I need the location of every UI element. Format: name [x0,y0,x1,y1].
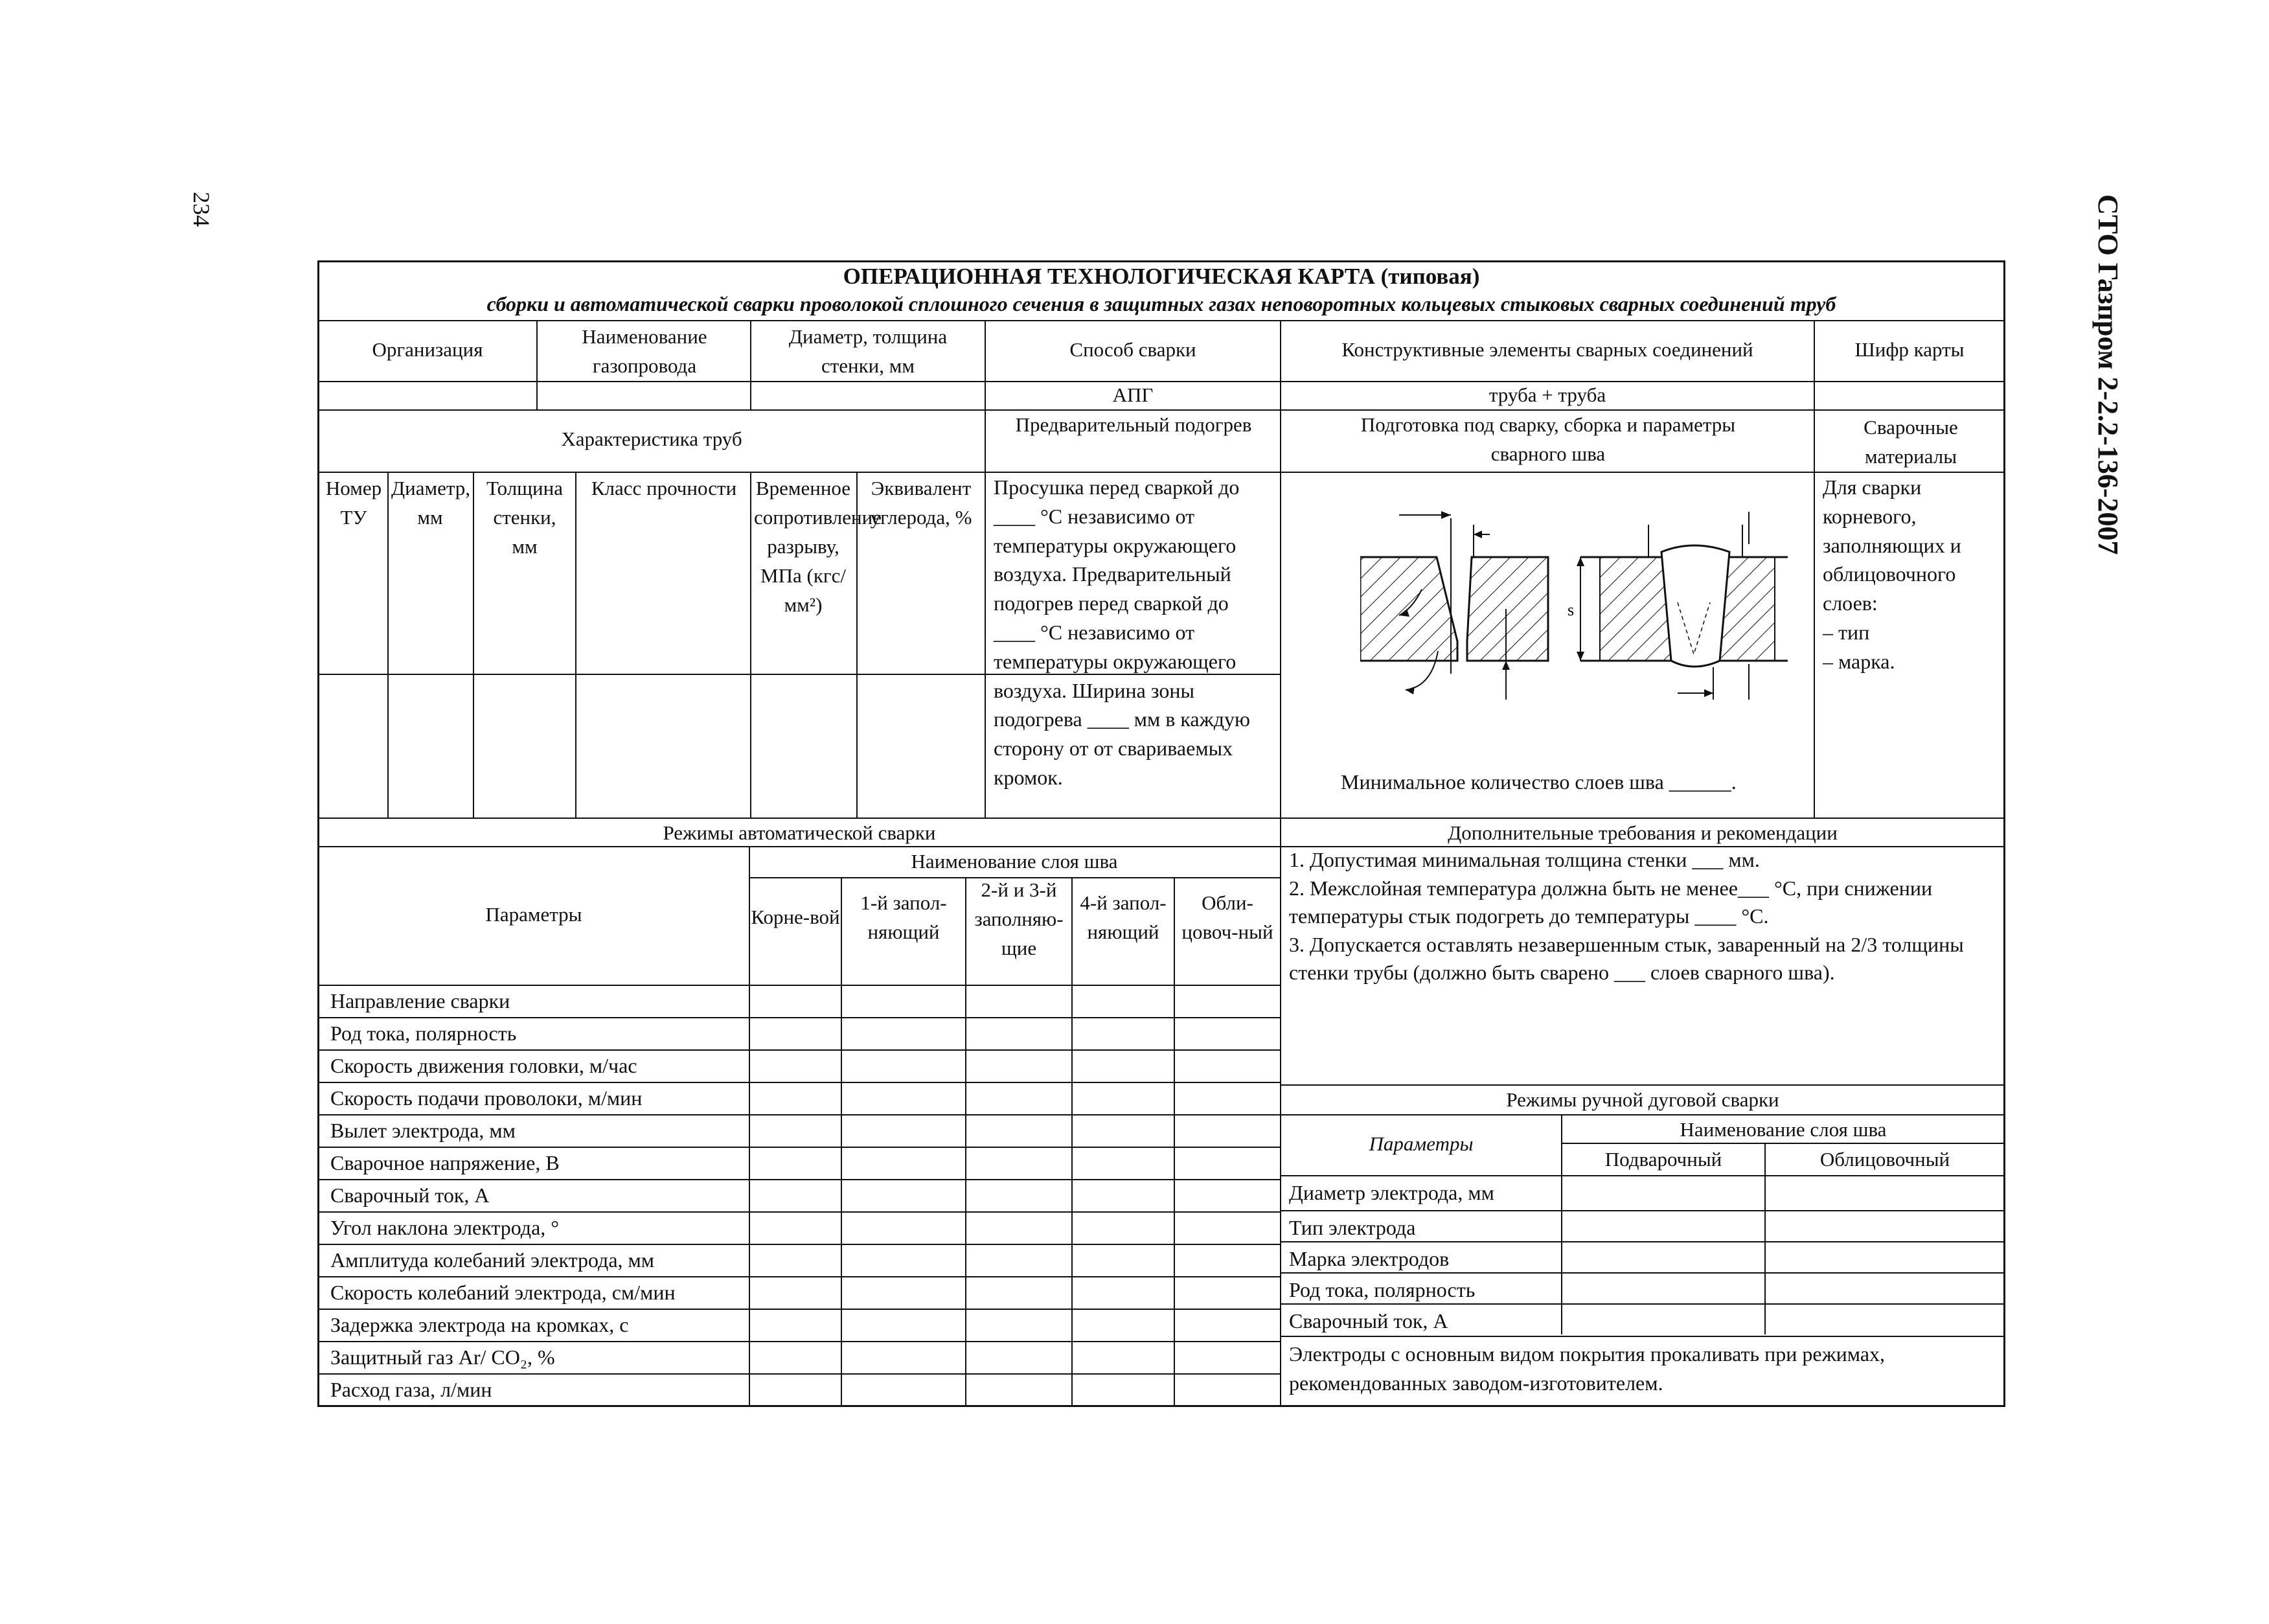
grid-line [1814,320,1815,818]
materials-text [1823,473,2001,676]
grid-line [750,472,751,818]
manual-section-title: Режимы ручной дуговой сварки [1506,1088,1779,1111]
grid-line [1280,1241,2005,1242]
manual-param-label: Сварочный ток, А [1289,1309,1448,1332]
extra-section-title: Дополнительные требования и рекомендации [1448,821,1838,844]
auto-params-label: Параметры [485,903,582,926]
extra-item-3: 3. Допускается оставлять незавершенным стык, заваренный на 2/3 толщины стенки трубы (должно быть сварено ___ слоев сварного шва). [1289,932,1964,985]
grid-line [473,472,474,818]
col-organization: Организация [372,338,483,361]
card-subtitle: сборки и автоматической сварки проволокой сплошного сечения в защитных газах неповоротных кольцевых стыковых сварных соединений труб [486,292,1836,315]
grid-line [387,472,389,818]
auto-param-label: Скорость колебаний электрода, см/мин [330,1281,676,1304]
col-tu: Номер ТУ [325,477,382,529]
grid-line [1280,1303,2005,1305]
grid-line [841,877,842,1406]
layer-fill-1: 1-й запол-няющий [860,891,947,943]
materials-desc: Для сварки корневого, заполняющих и облицовочного слоев: [1823,475,1961,615]
grid-line [1174,877,1175,1406]
col-diam: Диаметр, мм [391,477,471,529]
auto-param-label: Угол наклона электрода, ° [330,1216,560,1239]
manual-param-label: Диаметр электрода, мм [1289,1181,1494,1204]
elements-value: труба + труба [1488,383,1606,406]
method-value: АПГ [1112,383,1154,406]
manual-layer-cap: Облицовочный [1819,1148,1950,1171]
manual-note: Электроды с основным видом покрытия прокаливать при режимах, рекомендованных заводом-изготовителем. [1289,1342,1886,1395]
auto-param-label: Защитный газ Ar/ CO₂, % [330,1345,555,1369]
auto-param-label: Скорость подачи проволоки, м/мин [330,1086,643,1110]
extra-item-2: 2. Межслойная температура должна быть не менее___ °С, при снижении температуры стык подогреть до температуры ____ °С. [1289,876,1933,928]
materials-brand: – марка. [1823,649,1895,673]
pipe-chars-title: Характеристика труб [561,428,742,450]
grid-line [1071,877,1073,1406]
col-thick: Толщина стенки, мм [486,477,563,558]
grid-line [1280,320,1281,1406]
materials-type: – тип [1823,620,1870,644]
materials-title: Сварочные материалы [1864,416,1958,468]
manual-params-label: Параметры [1369,1132,1474,1155]
layer-name-header: Наименование слоя шва [911,850,1118,873]
grid-line [750,320,751,409]
manual-param-label: Род тока, полярность [1289,1278,1476,1301]
auto-param-label: Задержка электрода на кромках, с [330,1313,629,1336]
card-title-suffix: (типовая) [1380,264,1480,289]
grid-line [1280,1210,2005,1211]
col-tensile: Временное сопротивление разрыву, МПа (кгс/мм²) [754,477,882,616]
auto-param-label: Расход газа, л/мин [330,1378,492,1401]
manual-param-label: Марка электродов [1289,1247,1450,1270]
auto-param-label: Амплитуда колебаний электрода, мм [330,1248,655,1272]
manual-layer-sub: Подварочный [1604,1148,1722,1171]
prep-title: Подготовка под сварку, сборка и параметры сварного шва [1360,413,1736,465]
thickness-label: s [1568,600,1575,619]
grid-line [1280,1175,2005,1176]
auto-param-label: Сварочный ток, А [330,1184,490,1207]
auto-param-label: Сварочное напряжение, В [330,1151,560,1174]
auto-param-label: Род тока, полярность [330,1022,517,1045]
col-cipher: Шифр карты [1854,338,1965,361]
preheat-text: Просушка перед сваркой до ____ °С независимо от температуры окружающего воздуха. Предварительный подогрев перед сваркой до ____ °С независимо от температуры окружающего воздуха. Ширина зоны подогрева ____ мм в каждую сторону от от свариваемых кромок. [994,475,1250,789]
col-pipeline: Наименование газопровода [582,325,707,377]
col-elements: Конструктивные элементы сварных соединений [1341,338,1753,361]
col-diameter: Диаметр, толщина стенки, мм [788,325,948,377]
col-carbon: Эквивалент углерода, % [870,477,972,529]
col-method: Способ сварки [1069,338,1196,361]
auto-param-label: Направление сварки [330,989,510,1012]
weld-joint-diagram [1360,505,1788,732]
layer-root: Корне-вой [751,906,840,928]
auto-param-label: Вылет электрода, мм [330,1119,516,1142]
card-title-main: ОПЕРАЦИОННАЯ ТЕХНОЛОГИЧЕСКАЯ КАРТА [843,264,1375,289]
layer-fill-4: 4-й запол-няющий [1080,891,1167,943]
grid-line [1280,1272,2005,1274]
page-number: 234 [188,192,214,227]
preheat-title: Предварительный подогрев [1015,413,1252,436]
grid-line [1280,1336,2005,1337]
document-code: СТО Газпром 2-2.2-136-2007 [2092,194,2124,555]
col-class: Класс прочности [591,477,737,499]
layer-fill-2-3: 2-й и 3-й заполняю-щие [974,878,1064,959]
auto-section-title: Режимы автоматической сварки [663,821,936,844]
auto-param-label: Скорость движения головки, м/час [330,1054,637,1077]
manual-layer-header: Наименование слоя шва [1680,1118,1887,1141]
extra-requirements [1289,846,2001,987]
extra-item-1: 1. Допустимая минимальная толщина стенки ___ мм. [1289,848,1760,871]
min-layers-text: Минимальное количество слоев шва ______. [1341,770,1737,794]
manual-param-label: Тип электрода [1289,1216,1416,1239]
grid-line [575,472,576,818]
layer-cap: Обли-цовоч-ный [1181,891,1273,943]
grid-line [536,320,538,409]
grid-line [317,320,2005,321]
